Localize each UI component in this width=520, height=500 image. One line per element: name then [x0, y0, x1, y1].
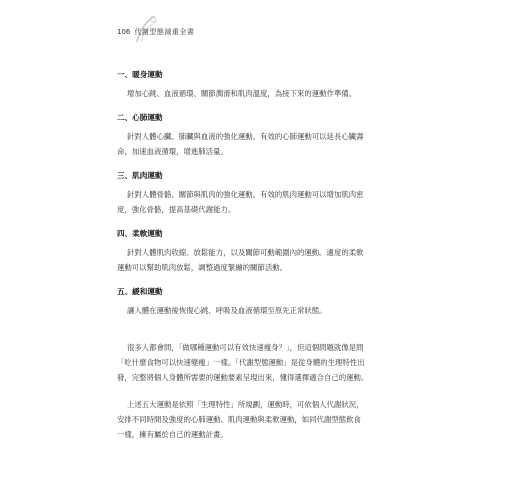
text-line: 很多人都會問，「做哪種運動可以有效快速瘦身？」，但這個問題就像是問: [127, 343, 364, 352]
text-line: 命，加速血液循環，增進肺活量。: [117, 147, 228, 156]
closing-paragraphs: [117, 340, 417, 442]
section-heading: 二、心肺運動: [117, 113, 163, 122]
section-text: [117, 129, 417, 159]
section-text: [117, 86, 417, 101]
text-line: 一樣，擁有屬於自己的運動計畫。: [117, 430, 228, 439]
page-number: 106: [117, 28, 131, 36]
text-line: 度，強化骨骼，提高基礎代謝能力。: [117, 205, 236, 214]
section-flexibility: [117, 229, 417, 275]
paragraph: [117, 397, 417, 442]
text-line: 安排不同時間及強度的心肺運動、肌肉運動與柔軟運動，如同代謝型態飲食: [117, 415, 361, 424]
text-line: 「吃什麼食物可以快速變瘦」一樣。「代謝型態運動」是從身體的生理特性出: [117, 358, 365, 367]
page-content: [117, 70, 417, 442]
section-text: [117, 245, 417, 275]
text-line: 增加心跳、血液循環、關節潤滑和肌肉溫度，為接下來的運動作準備。: [127, 89, 357, 98]
section-text: [117, 303, 417, 318]
section-text: [117, 187, 417, 217]
book-title: 代謝型態減重全書: [134, 28, 195, 36]
text-line: 針對人體心臟、肺臟與血液的強化運動。有效的心肺運動可以延長心臟壽: [127, 132, 364, 141]
section-cooldown: [117, 287, 417, 318]
section-heading: 三、肌肉運動: [117, 171, 163, 180]
page-header: [117, 27, 194, 37]
section-muscle: [117, 171, 417, 217]
text-line: 運動可以幫助肌肉放鬆，調整過度緊繃的關節活動。: [117, 263, 287, 272]
text-line: 針對人體肌肉收縮、放鬆能力，以及關節可動範圍內的運動。適度的柔軟: [127, 248, 364, 257]
text-line: 讓人體在運動後恢復心跳、呼吸及血液循環至原先正常狀態。: [127, 306, 327, 315]
section-heading: 一、暖身運動: [117, 70, 163, 79]
text-line: 發，完整將個人身體所需要的運動要素呈現出來，懂得選擇適合自己的運動。: [117, 373, 369, 382]
section-cardio: [117, 113, 417, 159]
section-warmup: [117, 70, 417, 101]
section-heading: 四、柔軟運動: [117, 229, 163, 238]
section-heading: 五、緩和運動: [117, 287, 163, 296]
text-line: 上述五大運動是依照「生理特性」所規劃，運動時，可依個人代謝狀況，: [127, 400, 364, 409]
text-line: 針對人體骨骼、關節與肌肉的強化運動。有效的肌肉運動可以增加肌肉密: [127, 190, 364, 199]
paragraph: [117, 340, 417, 385]
